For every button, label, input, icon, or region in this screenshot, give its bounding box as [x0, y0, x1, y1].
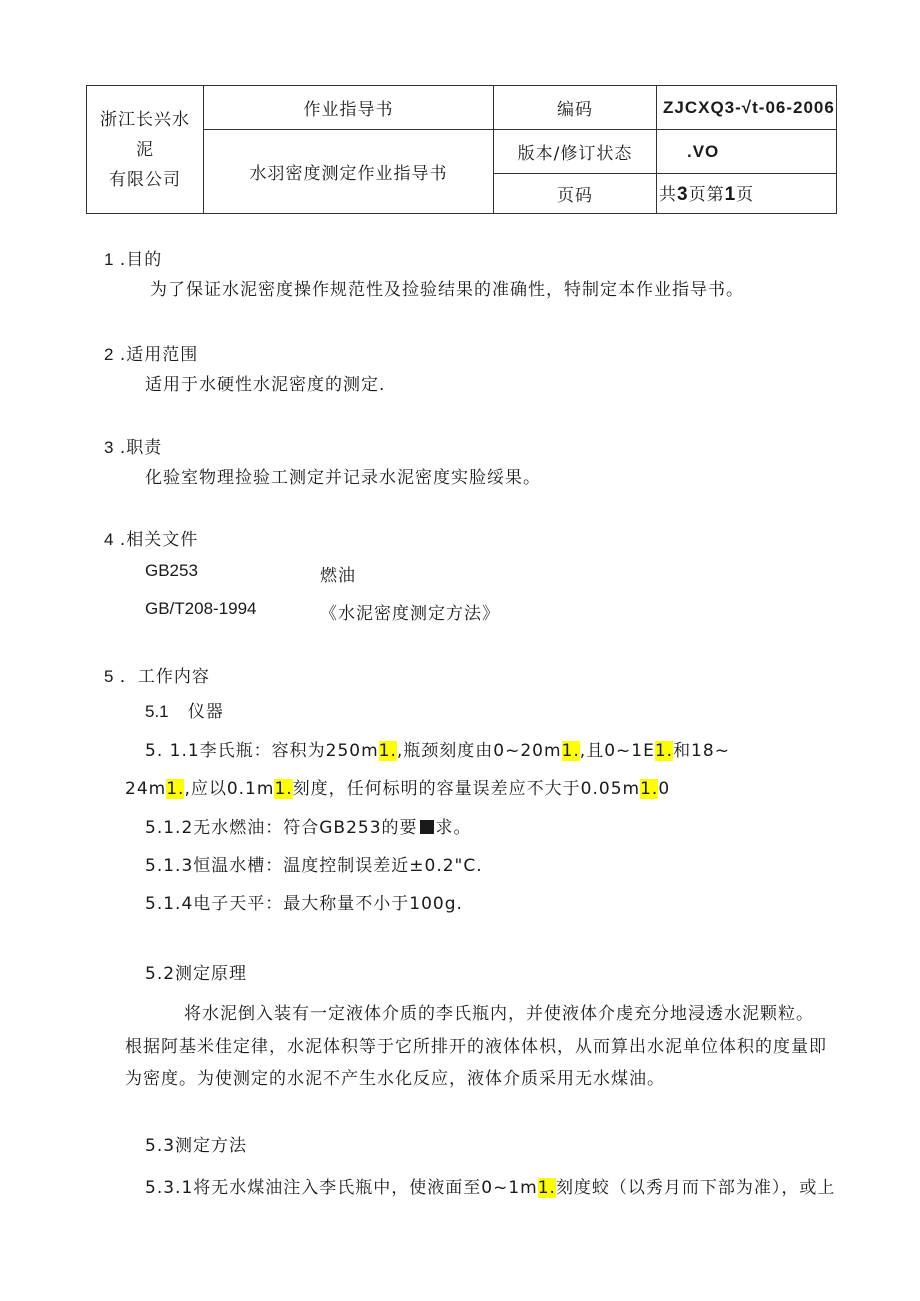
section-3-body: 化验室物理捡验工测定并记录水泥密度实脸绥果。: [145, 468, 541, 488]
section-5-1-heading: 5.1 仪器: [145, 702, 224, 722]
highlight-mark: 1.: [654, 741, 674, 761]
principle-line-3: 为密度。为使测定的水泥不产生水化反应，液体介质采用无水煤油。: [125, 1069, 665, 1089]
highlight-mark: 1.: [274, 779, 293, 799]
section-2-heading: 2 .适用范围: [104, 345, 199, 365]
item-5-3-1: 5.3.1将无水煤油注入李氏瓶中，使液面至0~1m1.刻度蛟（以秀月而下部为准），或上: [145, 1178, 836, 1198]
section-5-2-heading: 5.2测定原理: [145, 964, 248, 984]
section-5-3-heading: 5.3测定方法: [145, 1136, 248, 1156]
version-value: .VO: [657, 130, 837, 173]
page-label: 页码: [494, 173, 657, 213]
company-line-3: 有限公司: [109, 169, 181, 190]
item-5-1-4: 5.1.4电子天平：最大称量不小于100g.: [145, 894, 463, 914]
ref-doc-1-code: GB253: [145, 561, 198, 580]
company-line-1: 浙江长兴水: [100, 109, 190, 130]
section-3-heading: 3 .职责: [104, 438, 163, 458]
section-1-heading: 1 .目的: [104, 250, 163, 270]
company-line-2: 泥: [136, 139, 154, 160]
highlight-mark: 1.: [561, 741, 580, 761]
item-5-1-3: 5.1.3恒温水槽：温度控制误差近±0.2"C.: [145, 856, 483, 876]
black-square-glyph: [420, 820, 434, 834]
highlight-mark: 1.: [166, 779, 185, 799]
highlight-mark: 1.: [640, 779, 659, 799]
header-table: [86, 85, 837, 214]
item-5-1-1-line-2: 24m1.,应以0.1m1.刻度，任何标明的容量误差应不大于0.05m1.0: [125, 779, 671, 799]
item-5-1-2: 5.1.2无水燃油：符合GB253的要 求。: [145, 818, 472, 838]
page-value: 共3页第1页: [657, 173, 837, 213]
highlight-mark: 1.: [537, 1178, 556, 1198]
doc-type: 作业指导书: [204, 86, 494, 130]
ref-doc-2-code: GB/T208-1994: [145, 599, 257, 618]
section-2-body: 适用于水硬性水泥密度的测定.: [145, 375, 386, 395]
principle-line-1: 将水泥倒入装有一定液体介质的李氏瓶内，并使液体介虔充分地浸透水泥颗粒。: [184, 1004, 814, 1024]
principle-line-2: 根据阿基米佳定律，水泥体积等于它所排开的液体体枳，从而算出水泥单位体积的度量即: [125, 1037, 827, 1057]
section-1-body: 为了保证水泥密度操作规范性及捡验结果的准确性，特制定本作业指导书。: [150, 280, 744, 300]
section-4-heading: 4 .相关文件: [104, 530, 199, 550]
item-5-1-1-line-1: 5. 1.1李氏瓶：容积为250m1.,瓶颈刻度由0~20m1.,且0~1E1.和18~: [145, 741, 730, 761]
highlight-mark: 1.: [378, 741, 397, 761]
ref-doc-1-name: 燃油: [320, 566, 356, 586]
company-name: [87, 86, 204, 214]
code-value: ZJCXQ3-√t-06-2006: [657, 86, 837, 130]
page-total: 3: [677, 184, 689, 206]
doc-title: 水羽密度测定作业指导书: [204, 130, 494, 214]
page-current: 1: [724, 184, 737, 206]
version-label: 版本/修订状态: [494, 130, 657, 173]
ref-doc-2-name: 《水泥密度测定方法》: [320, 604, 500, 624]
code-label: 编码: [494, 86, 657, 130]
section-5-heading: 5 ．工作内容: [104, 667, 210, 687]
